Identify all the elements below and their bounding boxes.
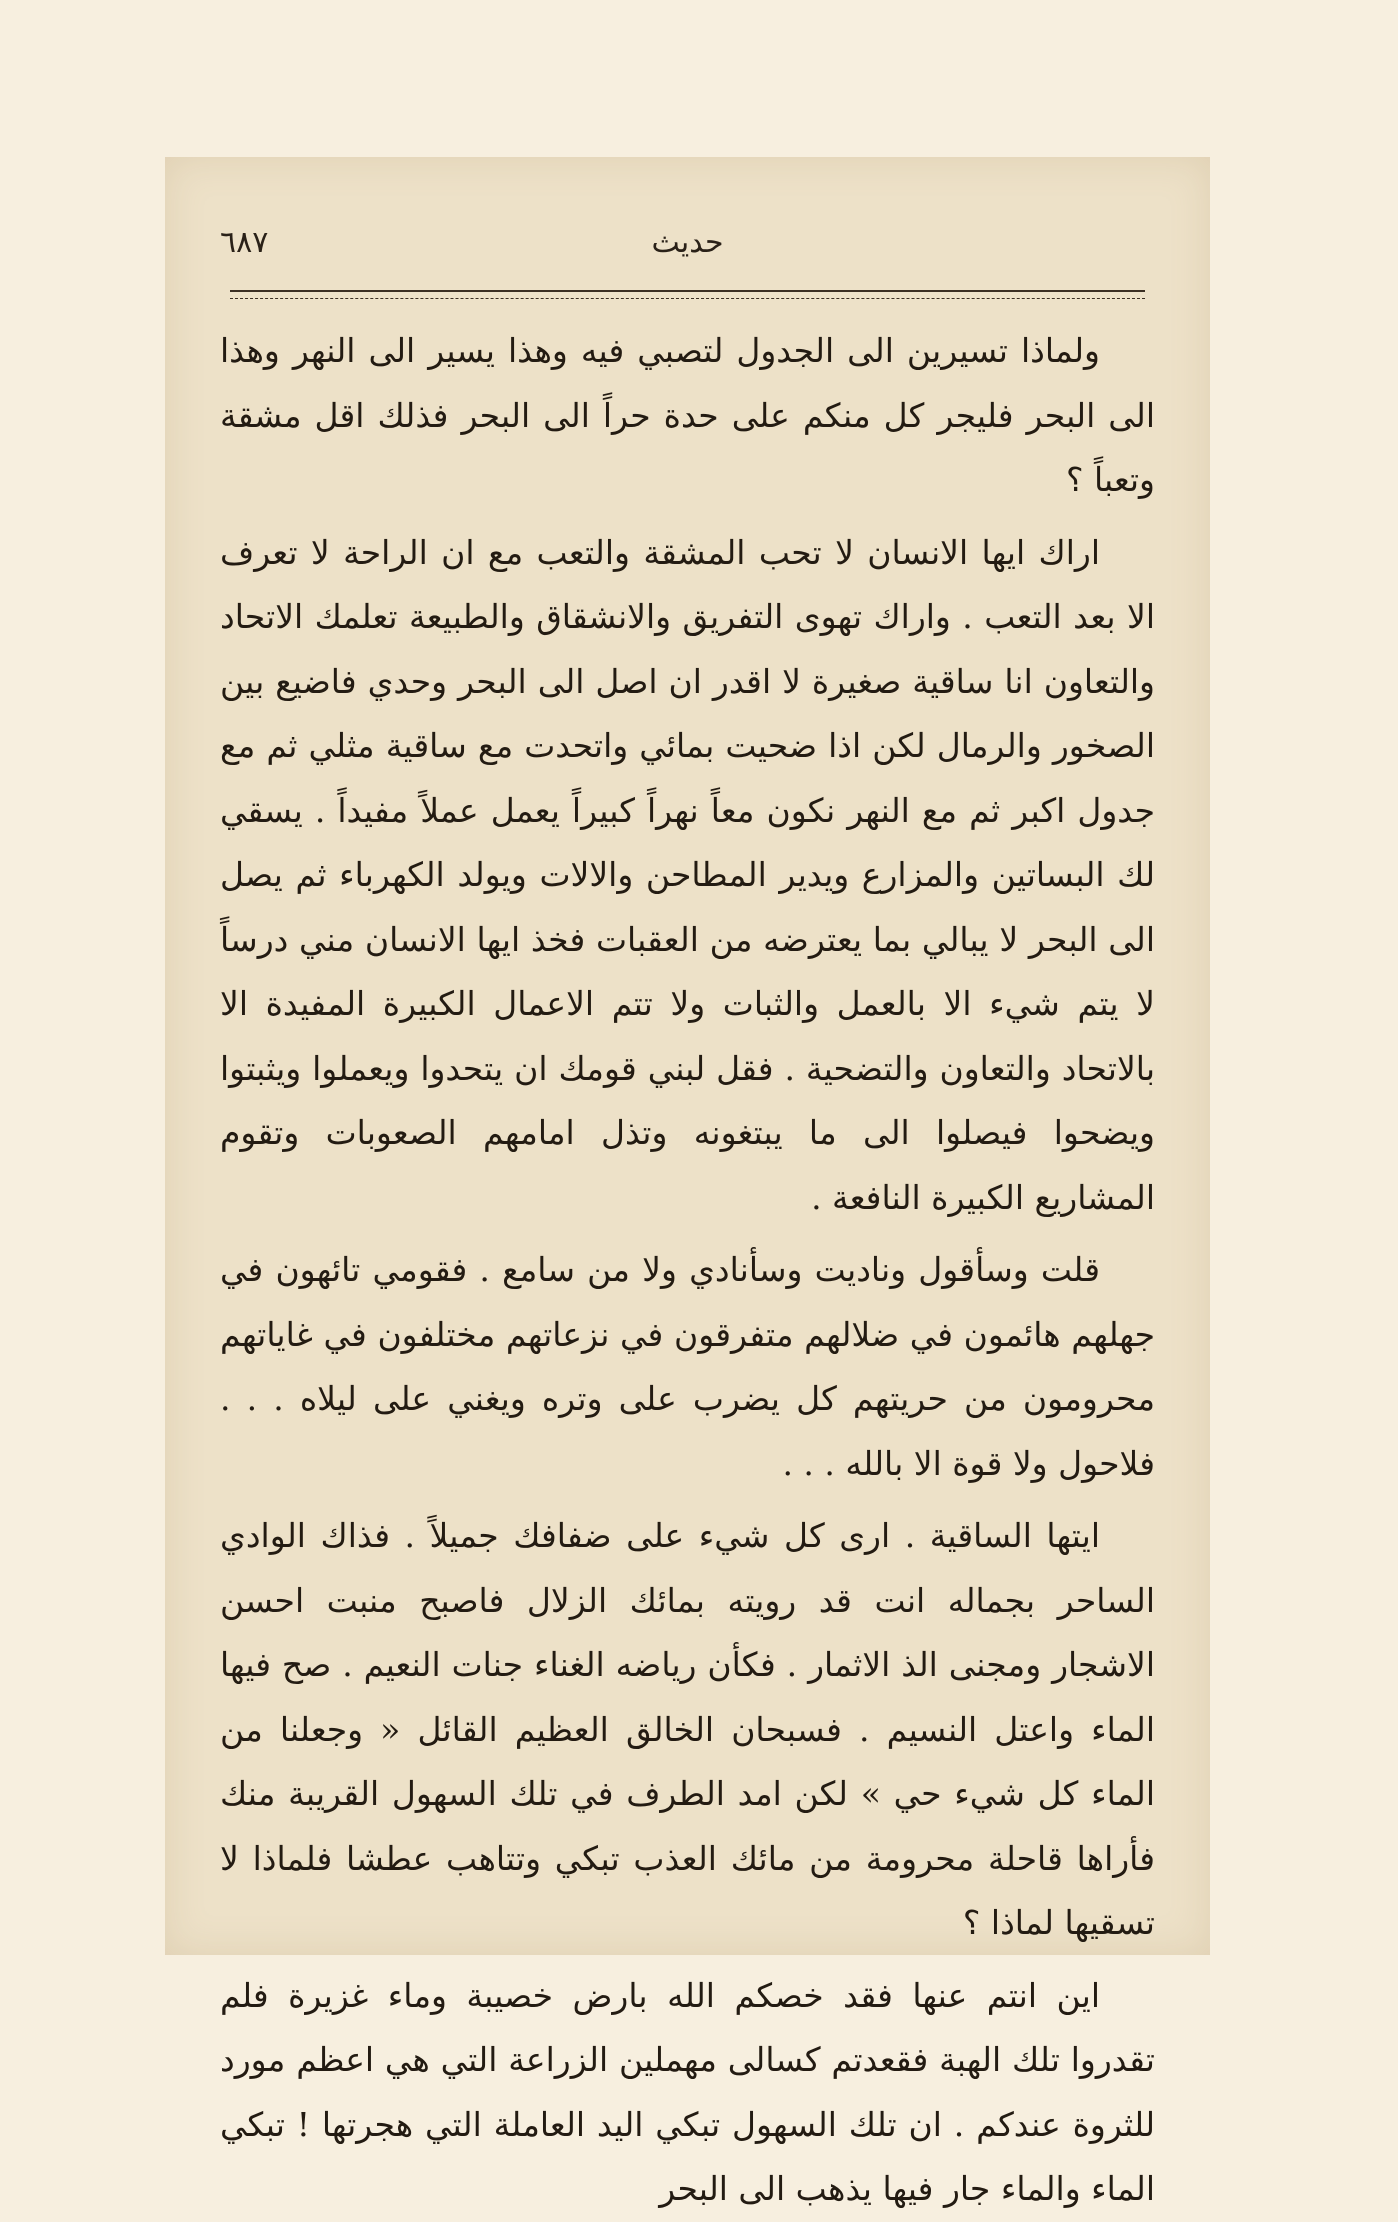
paragraph-3: قلت وسأقول وناديت وسأنادي ولا من سامع . فقومي تائهون في جهلهم هائمون في ضلالهم متفرقون في نزعاتهم مختلفون في غاياتهم محرومون من حريتهم كل يضرب على وتره ويغني على ليلاه . . . فلاحول ولا قوة الا بالله . . . <box>220 1250 1155 1483</box>
paragraph-2: اراك ايها الانسان لا تحب المشقة والتعب مع ان الراحة لا تعرف الا بعد التعب . واراك تهوى التفريق والانشقاق والطبيعة تعلمك الاتحاد والتعاون انا ساقية صغيرة لا اقدر ان اصل الى البحر وحدي فاضيع بين الصخور والرمال لكن اذا ضحيت بمائي واتحدت مع ساقية مثلي ثم مع جدول اكبر ثم مع النهر نكون معاً نهراً كبيراً يعمل عملاً مفيداً . يسقي لك البساتين والمزارع ويدير المطاحن والالات ويولد الكهرباء ثم يصل الى البحر لا يبالي بما يعترضه من العقبات فخذ ايها الانسان مني درساً لا يتم شيء الا بالعمل والثبات ولا تتم الاعمال الكبيرة المفيدة الا بالاتحاد والتعاون والتضحية . فقل لبني قومك ان يتحدوا ويعملوا ويثبتوا ويضحوا فيصلوا الى ما يبتغونه وتذل امامهم الصعوبات وتقوم المشاريع الكبيرة النافعة . <box>220 532 1155 1217</box>
book-page <box>165 157 1210 2208</box>
body-text <box>220 319 1155 2222</box>
running-title: حديث <box>651 225 724 260</box>
paragraph-4: ايتها الساقية . ارى كل شيء على ضفافك جميلاً . فذاك الوادي الساحر بجماله انت قد رويته بمائك الزلال فاصبح منبت احسن الاشجار ومجنى الذ الاثمار . فكأن رياضه الغناء جنات النعيم . صح فيها الماء واعتل النسيم . فسبحان الخالق العظيم القائل « وجعلنا من الماء كل شيء حي » لكن امد الطرف في تلك السهول القريبة منك فأراها قاحلة محرومة من مائك العذب تبكي وتتاهب عطشا فلماذا لا تسقيها لماذا ؟ <box>220 1516 1155 1942</box>
page-number: ٦٨٧ <box>220 225 269 260</box>
page-header <box>220 225 1155 285</box>
paragraph-1: ولماذا تسيرين الى الجدول لتصبي فيه وهذا يسير الى النهر وهذا الى البحر فليجر كل منكم على حدة حراً الى البحر فذلك اقل مشقة وتعباً ؟ <box>220 331 1155 499</box>
header-rule <box>230 290 1145 299</box>
paragraph-5: اين انتم عنها فقد خصكم الله بارض خصيبة وماء غزيرة فلم تقدروا تلك الهبة فقعدتم كسالى مهملين الزراعة التي هي اعظم مورد للثروة عندكم . ان تلك السهول تبكي اليد العاملة التي هجرتها ! تبكي الماء والماء جار فيها يذهب الى البحر <box>220 1975 1155 2208</box>
